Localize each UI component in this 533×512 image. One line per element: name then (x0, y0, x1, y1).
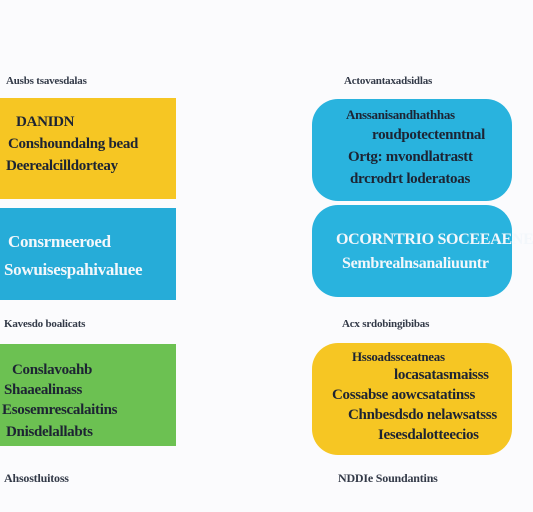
caption-bottom-left: Ahsostluitoss (4, 471, 69, 485)
left-green-panel (0, 344, 176, 446)
caption-top-left: Ausbs tsavesdalas (6, 75, 87, 87)
left-yellow-panel (0, 98, 176, 199)
panel-line: Iesesdalotteecios (378, 427, 479, 443)
panel-line: Sembrealnsanaliuuntr (342, 255, 489, 272)
caption-middle-right: Acx srdobingibibas (342, 318, 430, 330)
panel-line: Consrmeeroed (8, 232, 111, 251)
caption-bottom-right: NDDIe Soundantins (338, 471, 438, 485)
panel-line: Chnbesdsdo nelawsatsss (348, 407, 497, 423)
right-blue-mid-panel (312, 205, 533, 297)
panel-line: Deerealcilldorteay (6, 158, 118, 174)
panel-line: Conshoundalng bead (8, 136, 139, 152)
panel-line: Sowuisespahivaluee (4, 260, 143, 279)
panel-line: Anssanisandhathhas (346, 107, 455, 122)
panel-line: OCORNTRIO SOCEEAENE (336, 231, 533, 248)
right-blue-panel (312, 99, 512, 201)
panel-line: locasatasmaisss (394, 367, 489, 383)
caption-middle-left: Kavesdo boalicats (4, 318, 86, 330)
panel-line: Conslavoahb (12, 362, 93, 378)
panel-line: Ortg: mvondlatrastt (348, 149, 473, 165)
caption-top-right: Actovantaxadsidlas (344, 75, 433, 87)
panel-line: drcrodrt loderatoas (350, 171, 470, 187)
panel-line: Cossabse aowcsatatinss (332, 387, 475, 403)
panel-line: Hssoadssceatneas (352, 349, 445, 364)
left-blue-panel (0, 208, 176, 300)
right-yellow-panel (312, 343, 512, 455)
panel-line: DANIDN (16, 114, 75, 130)
panel-line: Esosemrescalaitins (2, 402, 118, 418)
panel-line: roudpotectenntnal (372, 127, 485, 143)
panel-line: Dnisdelallabts (6, 424, 93, 440)
panel-line: Shaaealinass (4, 382, 83, 398)
